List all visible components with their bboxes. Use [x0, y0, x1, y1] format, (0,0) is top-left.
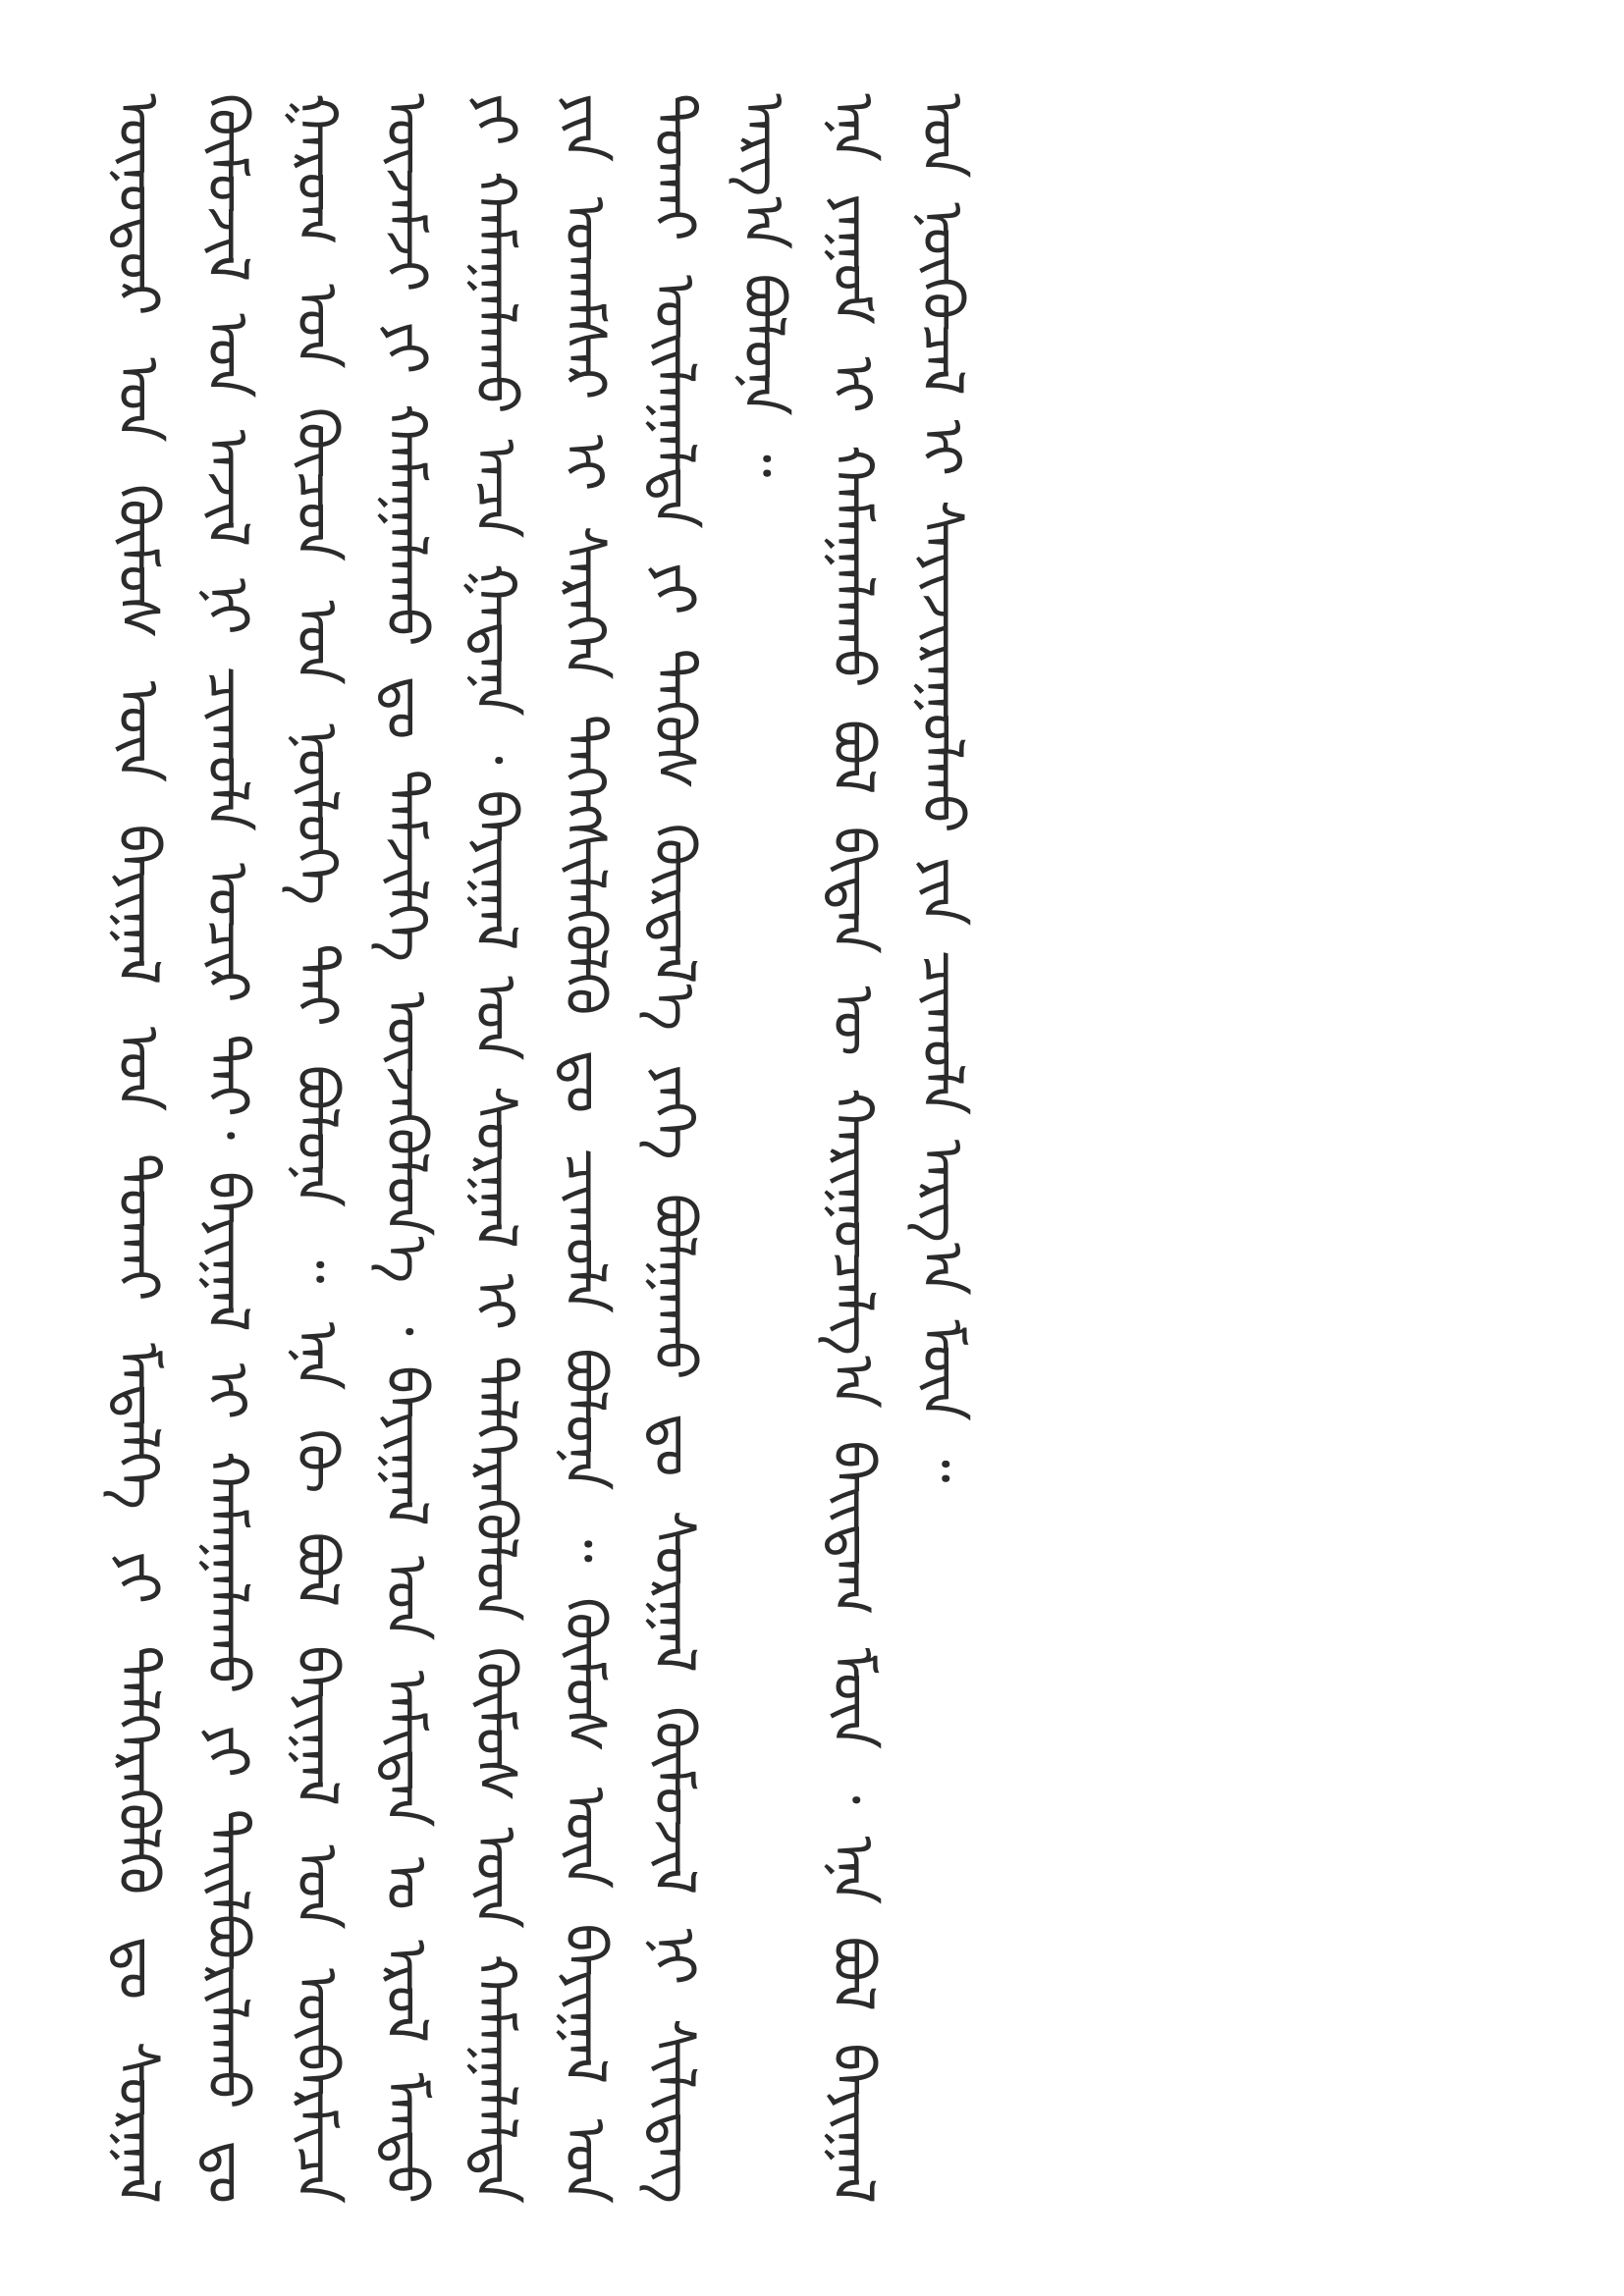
- paragraph-2: ᠡᠨᠡ ᠶᠠᠭᠤᠮ ᠢ ᠬᠠᠮᠠᠭᠠᠯᠠᠬᠤ ᠪᠣᠯ ᠪᠢᠳᠡᠨ ᠦ ᠬᠠᠷᠢᠭᠤᠴᠠᠯᠭ᠎ᠠ ᠪᠠᠢᠳᠠᠭ ᠮᠥᠨ ᠂ ᠡᠨᠡ ᠪᠣᠯ ᠪᠠᠶᠢᠭᠠᠯ ᠤᠨ ᠨᠥᠬᠦᠴᠡᠯ ᠢ ᠰᠠᠶᠢᠵᠢᠷᠠᠭᠤᠯᠬᠤ ᠶᠢᠨ ᠴᠢᠬᠤᠯᠠ ᠠᠷᠭ᠎ᠠ ᠮᠥᠨ ᠃: [820, 93, 976, 2204]
- paragraph-1: ᠥᠨᠥᠳᠦᠷ ᠤᠨ ᠬᠥᠮᠦᠰ ᠦᠨ ᠪᠠᠶᠢᠭᠠᠯ ᠤᠨ ᠲᠤᠬᠠᠢ ᠮᠡᠳᠡᠯᠭᠡ ᠶᠢ ᠳᠡᠯᠭᠡᠷᠡᠭᠦᠯᠬᠦ ᠳᠤ ᠰᠤᠷᠭᠠᠯ ᠬᠦᠮᠦᠵᠢᠯ ᠤᠨ ᠠᠵᠢᠯ ᠨᠢ ᠴᠢᠬᠤᠯᠠ ᠤᠴᠢᠷ ᠲᠠᠢ᠂ ᠪᠠᠶᠢᠭᠠᠯ ᠢ ᠬᠠᠮᠠᠭᠠᠯᠠᠬᠤ ᠶᠢ ᠲᠠᠢᠯᠪᠤᠷᠢᠯᠠᠬᠤ ᠳᠤ ᠭᠠᠷᠤᠭ ᠤᠨ ᠬᠦᠴᠦᠨ ᠤᠨ ᠨᠥᠯᠦᠭᠡ ᠲᠠᠢ ᠪᠣᠯᠤᠨᠠ ᠃ ᠡᠨᠡ ᠬᠦ ᠪᠣᠯ ᠪᠠᠶᠢᠭᠠᠯ ᠤᠨ ᠥᠪᠡᠷᠮᠢᠴᠡ ᠦᠵᠡᠮᠵᠢ ᠶᠢ ᠬᠠᠮᠠᠭᠠᠯᠠᠬᠤ ᠳᠤ ᠳᠡᠮᠵᠢᠯᠭᠡ ᠦᠵᠡᠭᠦᠯᠦᠨ᠎ᠡ ᠂ ᠪᠠᠶᠢᠭᠠᠯ ᠤᠨ ᠠᠮᠢᠲᠠᠨ ᠤ ᠡᠷᠦᠯ ᠮᠡᠨᠳᠦ ᠶᠢ ᠬᠠᠮᠠᠭᠠᠯᠠᠬᠤ ᠠᠴᠠ ᠭᠠᠳᠠᠨᠠ ᠂ ᠪᠠᠶᠢᠭᠠᠯ ᠤᠨ ᠰᠤᠷᠭᠠᠯ ᠢ ᠳᠡᠯᠭᠡᠷᠡᠭᠦᠯᠦᠨ ᠬᠥᠮᠦᠰ ᠦᠨ ᠬᠠᠮᠠᠭᠠᠯᠠᠯᠲᠠ ᠶᠢᠨ ᠤᠬᠠᠮᠰᠠᠷ ᠢ ᠰᠡᠷᠡᠭᠡᠨ ᠳᠡᠭᠡᠭᠰᠢᠯᠡᠭᠦᠯᠬᠦ ᠳᠤ ᠴᠢᠬᠤᠯᠠ ᠪᠣᠯᠤᠨᠠ ᠃ ᠬᠥᠮᠦᠰ ᠦᠨ ᠪᠠᠶᠢᠭᠠᠯ ᠤᠨ ᠲᠤᠬᠠᠢ ᠣᠢᠯᠠᠭᠠᠯᠲᠠ ᠶᠢ ᠲᠡᠭᠦᠰ ᠬᠦᠷᠲᠡᠯ᠎ᠡ ᠶᠡᠬᠡ ᠪᠣᠯᠭᠠᠬᠤ ᠳᠤ ᠰᠤᠷᠭᠠᠯ ᠬᠦᠮᠦᠵᠢᠯ ᠨᠢ ᠰᠢᠯᠢᠳᠡᠭ ᠠᠷᠭ᠎ᠠ ᠪᠣᠯᠤᠨᠠ ᠃: [105, 93, 797, 2204]
- mongolian-body-text: [93, 93, 1399, 2204]
